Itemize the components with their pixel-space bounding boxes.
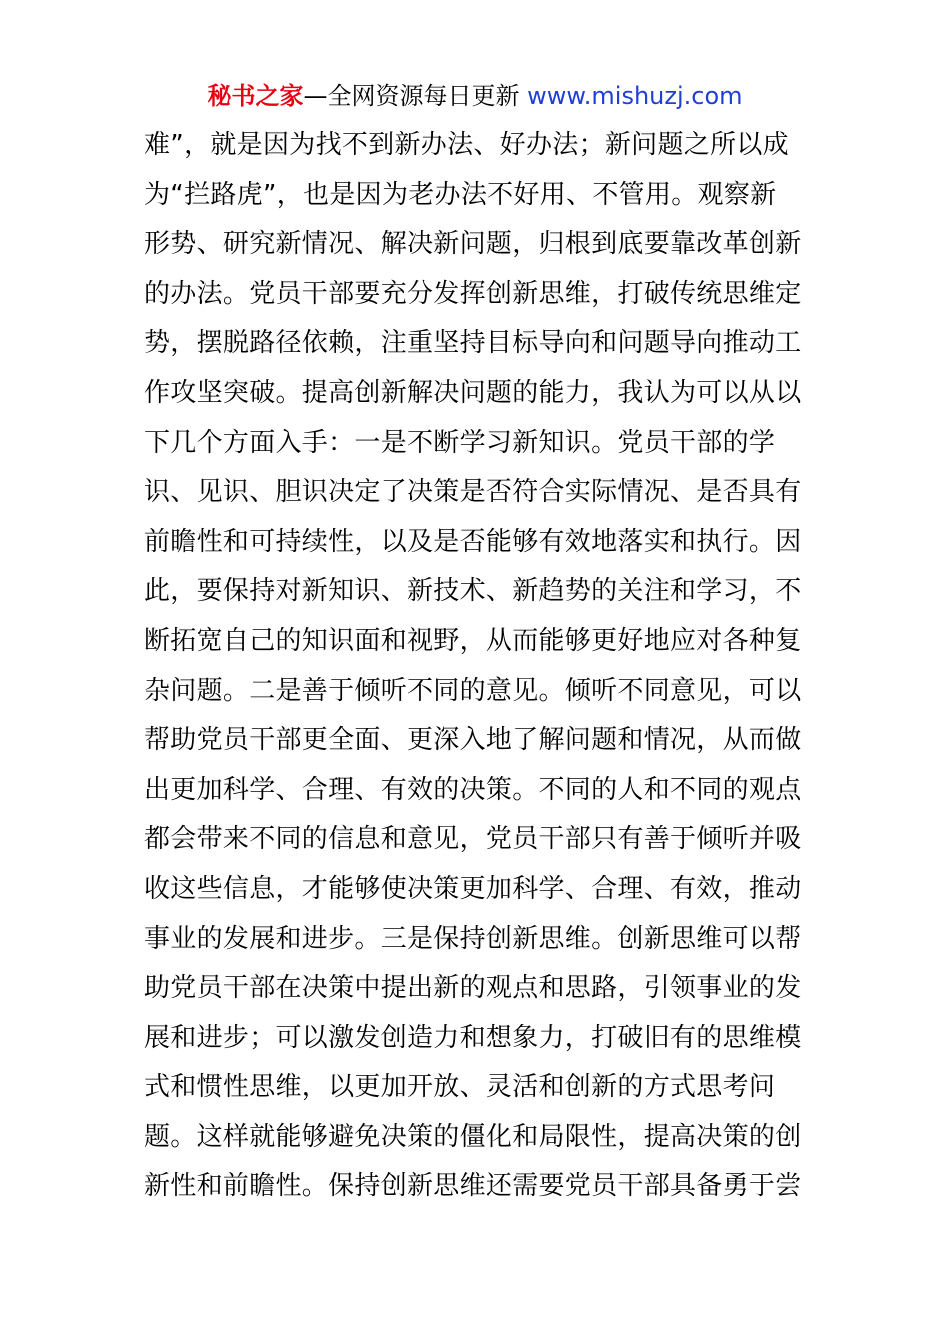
text-line: 作攻坚突破。提高创新解决问题的能力，我认为可以从以 [144,377,802,408]
text-line: 为“拦路虎”，也是因为老办法不好用、不管用。观察新 [144,179,777,210]
brand-name: 秘书之家 [207,82,304,110]
text-line: 事业的发展和进步。三是保持创新思维。创新思维可以帮 [144,923,802,954]
text-line: 难”，就是因为找不到新办法、好办法；新问题之所以成 [144,130,789,160]
text-line: 此，要保持对新知识、新技术、新趋势的关注和学习，不 [144,576,802,607]
text-line: 识、见识、胆识决定了决策是否符合实际情况、是否具有 [144,477,802,508]
text-line: 展和进步；可以激发创造力和想象力，打破旧有的思维模 [144,1022,802,1053]
body-text [144,121,814,1212]
text-line: 帮助党员干部更全面、更深入地了解问题和情况，从而做 [144,725,802,756]
website-link[interactable]: www.mishuzj.com [527,82,743,110]
text-line: 式和惯性思维，以更加开放、灵活和创新的方式思考问 [144,1072,776,1103]
text-line: 形势、研究新情况、解决新问题，归根到底要靠改革创新 [144,229,802,260]
text-line: 都会带来不同的信息和意见，党员干部只有善于倾听并吸 [144,824,802,855]
text-line: 势，摆脱路径依赖，注重坚持目标导向和问题导向推动工 [144,328,802,359]
text-line: 助党员干部在决策中提出新的观点和思路，引领事业的发 [144,973,802,1004]
text-line: 题。这样就能够避免决策的僵化和局限性，提高决策的创 [144,1121,802,1152]
text-line: 的办法。党员干部要充分发挥创新思维，打破传统思维定 [144,278,802,309]
header-tagline: —全网资源每日更新 [303,82,520,110]
text-line: 前瞻性和可持续性，以及是否能够有效地落实和执行。因 [144,526,802,557]
text-line: 出更加科学、合理、有效的决策。不同的人和不同的观点 [144,774,802,805]
text-line: 杂问题。二是善于倾听不同的意见。倾听不同意见，可以 [144,675,802,706]
text-line: 新性和前瞻性。保持创新思维还需要党员干部具备勇于尝 [144,1171,802,1202]
page-header [0,78,950,114]
text-line: 收这些信息，才能够使决策更加科学、合理、有效，推动 [144,873,802,904]
text-line: 下几个方面入手：一是不断学习新知识。党员干部的学 [144,427,776,458]
text-line: 断拓宽自己的知识面和视野，从而能够更好地应对各种复 [144,625,802,656]
